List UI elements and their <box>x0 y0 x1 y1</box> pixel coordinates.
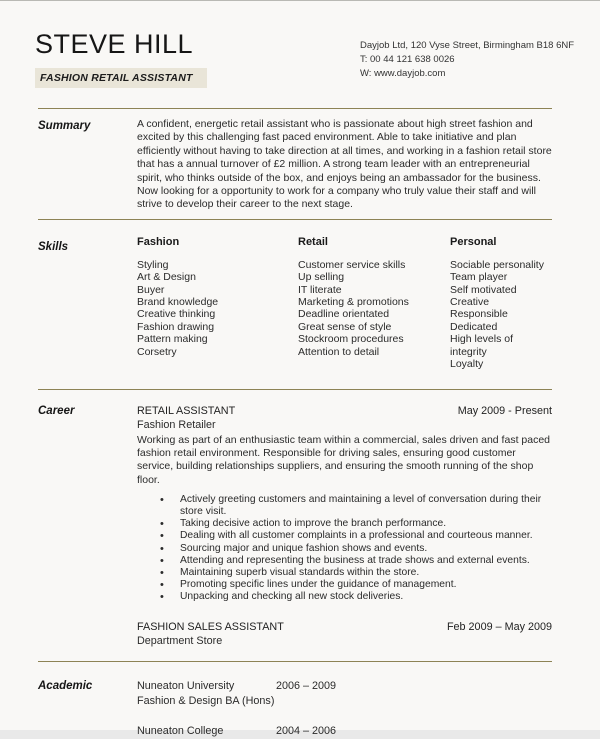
skill-item: Up selling <box>298 271 345 284</box>
skill-item: Dedicated <box>450 320 498 333</box>
job-title: FASHION SALES ASSISTANT <box>137 620 284 633</box>
skill-item: IT literate <box>298 283 342 296</box>
job-head <box>137 404 552 418</box>
skills-column-header: Personal <box>450 235 497 248</box>
section-summary <box>0 109 600 219</box>
skill-item: Loyalty <box>450 358 484 371</box>
skill-item: Art & Design <box>137 271 196 284</box>
job-dates: May 2009 - Present <box>457 404 552 417</box>
skill-item: Customer service skills <box>298 258 406 271</box>
summary-text: A confident, energetic retail assistant who is passionate about high street fashion and excited by this challenging fast paced environment. Able to take initiative and plan efficiently without having to take direction at all times, and working in a fashion retail store that has a annual turnover of £2 million. A strong team leader with an entrepreneurial spirit, who thinks outside of the box, and enjoys being an ambassador for the business. Now looking for a opportunity to work for a company who truly value their staff and will strive to develop their career to the next stage. <box>137 118 552 211</box>
section-skills <box>0 220 600 389</box>
job-duty-list <box>137 494 552 603</box>
skills-columns <box>137 236 552 371</box>
header <box>0 1 600 108</box>
contact-website: W: www.dayjob.com <box>360 68 446 79</box>
skill-item: Corsetry <box>137 345 177 358</box>
skill-item: Great sense of style <box>298 320 392 333</box>
job-employer: Department Store <box>137 634 223 647</box>
career-content <box>137 404 552 649</box>
skill-item: Creative <box>450 296 490 309</box>
contact-block <box>360 39 574 81</box>
education-qualification: Fashion & Design BA (Hons) <box>137 694 275 707</box>
skills-list <box>137 259 298 358</box>
skill-item: Responsible <box>450 308 508 321</box>
job-duty: • Taking decisive action to improve the branch performance. <box>160 518 552 530</box>
skill-item: Marketing & promotions <box>298 296 409 309</box>
education-entry <box>137 724 552 739</box>
skill-item: Stockroom procedures <box>298 333 404 346</box>
job-entry <box>137 620 552 649</box>
skills-column-header: Fashion <box>137 235 180 248</box>
person-name: STEVE HILL <box>35 29 194 59</box>
skill-item: Styling <box>137 258 169 271</box>
skills-column-retail <box>298 236 450 371</box>
job-head <box>137 620 552 634</box>
job-duty: • Promoting specific lines under the guidance of management. <box>160 579 552 591</box>
skill-item: Sociable personality <box>450 258 544 271</box>
job-duty: • Sourcing major and unique fashion shows and events. <box>160 543 552 555</box>
job-duty: • Dealing with all customer complaints in a professional and courteous manner. <box>160 530 552 542</box>
job-title: RETAIL ASSISTANT <box>137 404 236 417</box>
skills-list <box>450 259 552 371</box>
education-row <box>137 679 552 694</box>
skills-column-header: Retail <box>298 235 328 248</box>
skill-item: Deadline orientated <box>298 308 390 321</box>
job-duty: • Attending and representing the business at trade shows and external events. <box>160 555 552 567</box>
education-institution: Nuneaton University <box>137 679 235 692</box>
skills-label: Skills <box>38 240 69 253</box>
section-academic <box>0 662 600 739</box>
skill-item: High levels of integrity <box>450 333 514 358</box>
job-title-badge: FASHION RETAIL ASSISTANT <box>35 68 207 88</box>
skill-item: Pattern making <box>137 333 208 346</box>
skill-item: Attention to detail <box>298 345 380 358</box>
job-entry <box>137 404 552 603</box>
job-duty: • Unpacking and checking all new stock deliveries. <box>160 591 552 603</box>
skill-item: Brand knowledge <box>137 296 219 309</box>
skill-item: Creative thinking <box>137 308 216 321</box>
skills-list <box>298 259 450 358</box>
academic-label: Academic <box>38 679 93 692</box>
skill-item: Fashion drawing <box>137 320 215 333</box>
job-dates: Feb 2009 – May 2009 <box>446 620 552 633</box>
job-duty: • Actively greeting customers and maintaining a level of conversation during their store visit. <box>160 494 552 518</box>
contact-phone: T: 00 44 121 638 0026 <box>360 54 455 65</box>
skill-item: Team player <box>450 271 508 284</box>
skill-item: Self motivated <box>450 283 517 296</box>
skills-column-fashion <box>137 236 298 371</box>
education-dates: 2004 – 2006 <box>276 724 337 737</box>
section-career <box>0 390 600 661</box>
career-label: Career <box>38 404 75 417</box>
skill-item: Buyer <box>137 283 165 296</box>
education-row <box>137 724 552 739</box>
education-entry <box>137 679 552 709</box>
summary-label: Summary <box>38 120 91 132</box>
education-dates: 2006 – 2009 <box>276 679 337 692</box>
job-description: Working as part of an enthusiastic team within a commercial, sales driven and fast paced fashion retail environment. Responsible for driving sales, ensuring good customer service, building relationships suppliers, and ensuring the smooth running of the shop floor. <box>137 433 551 486</box>
education-institution: Nuneaton College <box>137 724 224 737</box>
summary-content <box>137 118 552 212</box>
academic-content <box>137 679 552 739</box>
job-duty: • Maintaining superb visual standards within the store. <box>160 567 552 579</box>
contact-address: Dayjob Ltd, 120 Vyse Street, Birmingham B18 6NF <box>360 40 575 51</box>
skills-column-personal <box>450 236 552 371</box>
job-employer: Fashion Retailer <box>137 418 216 431</box>
